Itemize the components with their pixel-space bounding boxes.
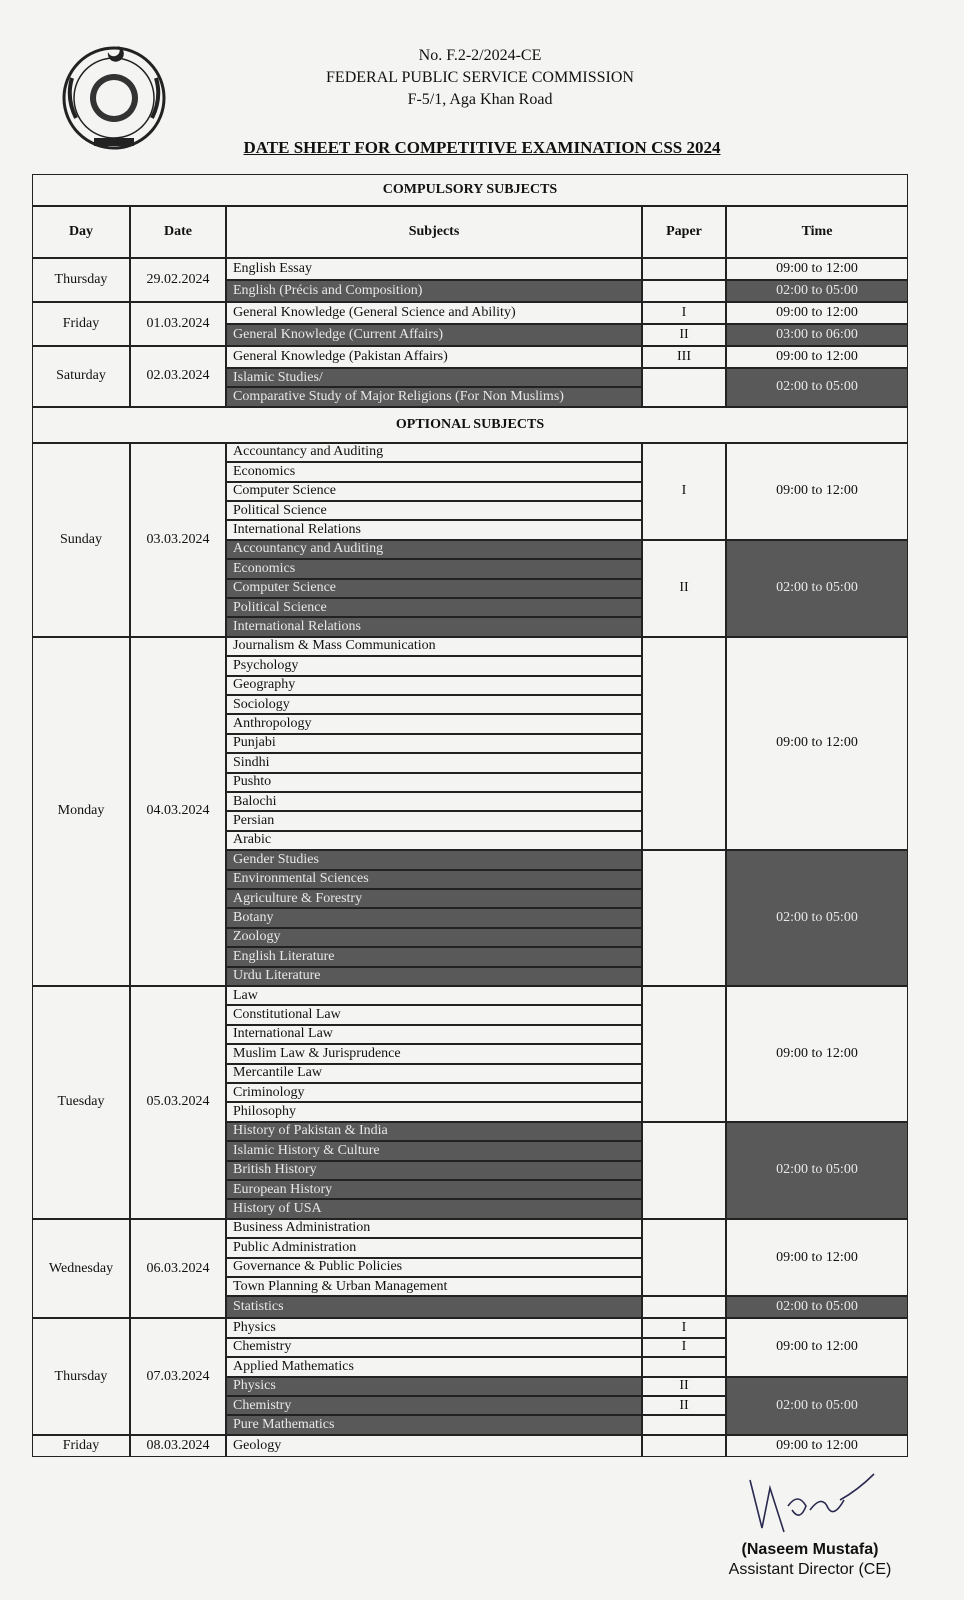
subject-cell: General Knowledge (Current Affairs): [226, 324, 642, 346]
subject-cell: Sindhi: [226, 753, 642, 772]
time-cell: 09:00 to 12:00: [726, 1219, 908, 1297]
subject-cell: Balochi: [226, 792, 642, 811]
time-cell: 09:00 to 12:00: [726, 986, 908, 1122]
subject-cell: English (Précis and Composition): [226, 280, 642, 302]
day-cell: Saturday: [32, 346, 130, 407]
day-cell: Thursday: [32, 1318, 130, 1434]
paper-cell: [642, 1296, 726, 1318]
signatory-name: (Naseem Mustafa): [741, 1541, 879, 1558]
fpsc-seal-logo: [56, 38, 172, 154]
subject-cell: International Relations: [226, 520, 642, 539]
subject-cell: Gender Studies: [226, 850, 642, 869]
time-cell: 02:00 to 05:00: [726, 280, 908, 302]
paper-cell: [642, 1357, 726, 1376]
subject-cell: Constitutional Law: [226, 1005, 642, 1024]
time-cell: 02:00 to 05:00: [726, 1377, 908, 1435]
column-header-date: Date: [130, 206, 226, 258]
time-cell: 02:00 to 05:00: [726, 1296, 908, 1318]
date-cell: 29.02.2024: [130, 258, 226, 302]
subject-cell: Urdu Literature: [226, 967, 642, 986]
subject-cell: Criminology: [226, 1083, 642, 1102]
subject-cell: International Relations: [226, 617, 642, 636]
day-cell: Thursday: [32, 258, 130, 302]
subject-cell: Economics: [226, 462, 642, 481]
subject-cell: English Essay: [226, 258, 642, 280]
subject-cell: Agriculture & Forestry: [226, 889, 642, 908]
day-cell: Sunday: [32, 443, 130, 637]
subject-cell: Economics: [226, 559, 642, 578]
time-cell: 09:00 to 12:00: [726, 258, 908, 280]
subject-cell: Pure Mathematics: [226, 1415, 642, 1434]
date-cell: 05.03.2024: [130, 986, 226, 1219]
subject-cell: Physics: [226, 1377, 642, 1396]
date-cell: 04.03.2024: [130, 637, 226, 986]
subject-cell: Journalism & Mass Communication: [226, 637, 642, 656]
paper-cell: [642, 1415, 726, 1434]
paper-cell: [642, 1435, 726, 1457]
paper-cell: [642, 637, 726, 850]
subject-cell: Arabic: [226, 831, 642, 850]
subject-cell: Computer Science: [226, 482, 642, 501]
date-cell: 08.03.2024: [130, 1435, 226, 1457]
day-cell: Tuesday: [32, 986, 130, 1219]
subject-cell: International Law: [226, 1025, 642, 1044]
subject-cell: English Literature: [226, 947, 642, 966]
time-cell: 09:00 to 12:00: [726, 346, 908, 368]
subject-cell: Statistics: [226, 1296, 642, 1318]
signature-scribble: [740, 1470, 880, 1540]
subject-cell: Pushto: [226, 773, 642, 792]
subject-cell: Business Administration: [226, 1219, 642, 1238]
day-cell: Wednesday: [32, 1219, 130, 1319]
time-cell: 09:00 to 12:00: [726, 443, 908, 540]
subject-cell: Anthropology: [226, 714, 642, 733]
compulsory-subjects-heading: COMPULSORY SUBJECTS: [32, 174, 908, 206]
subject-cell: Political Science: [226, 598, 642, 617]
paper-cell: I: [642, 302, 726, 324]
column-header-day: Day: [32, 206, 130, 258]
subject-cell: History of USA: [226, 1199, 642, 1218]
subject-cell: Botany: [226, 908, 642, 927]
subject-cell: Islamic History & Culture: [226, 1141, 642, 1160]
subject-cell: Mercantile Law: [226, 1064, 642, 1083]
time-cell: 09:00 to 12:00: [726, 1318, 908, 1376]
subject-cell: Muslim Law & Jurisprudence: [226, 1044, 642, 1063]
time-cell: 02:00 to 05:00: [726, 540, 908, 637]
subject-cell: Political Science: [226, 501, 642, 520]
subject-cell: Accountancy and Auditing: [226, 540, 642, 559]
subject-cell: Islamic Studies/: [226, 368, 642, 387]
subject-cell: Zoology: [226, 928, 642, 947]
subject-cell: Governance & Public Policies: [226, 1258, 642, 1277]
signatory-designation: Assistant Director (CE): [728, 1561, 892, 1578]
time-cell: 02:00 to 05:00: [726, 850, 908, 986]
time-cell: 09:00 to 12:00: [726, 302, 908, 324]
date-cell: 06.03.2024: [130, 1219, 226, 1319]
subject-cell: Geography: [226, 676, 642, 695]
subject-cell: General Knowledge (General Science and Ability): [226, 302, 642, 324]
column-header-time: Time: [726, 206, 908, 258]
subject-cell: General Knowledge (Pakistan Affairs): [226, 346, 642, 368]
subject-cell: Chemistry: [226, 1338, 642, 1357]
document-title: DATE SHEET FOR COMPETITIVE EXAMINATION CSS 2024: [243, 138, 721, 157]
reference-number: No. F.2-2/2024-CE: [418, 47, 542, 64]
date-cell: 01.03.2024: [130, 302, 226, 346]
subject-cell: Comparative Study of Major Religions (For Non Muslims): [226, 387, 642, 406]
time-cell: 02:00 to 05:00: [726, 368, 908, 407]
subject-cell: Philosophy: [226, 1102, 642, 1121]
subject-cell: Computer Science: [226, 579, 642, 598]
paper-cell: [642, 258, 726, 280]
day-cell: Monday: [32, 637, 130, 986]
paper-cell: [642, 1122, 726, 1219]
subject-cell: Physics: [226, 1318, 642, 1337]
paper-cell: [642, 280, 726, 302]
subject-cell: Chemistry: [226, 1396, 642, 1415]
paper-cell: I: [642, 443, 726, 540]
subject-cell: Town Planning & Urban Management: [226, 1277, 642, 1296]
subject-cell: Sociology: [226, 695, 642, 714]
day-cell: Friday: [32, 302, 130, 346]
column-header-paper: Paper: [642, 206, 726, 258]
subject-cell: Punjabi: [226, 734, 642, 753]
time-cell: 03:00 to 06:00: [726, 324, 908, 346]
paper-cell: III: [642, 346, 726, 368]
subject-cell: Persian: [226, 811, 642, 830]
paper-cell: [642, 368, 726, 407]
subject-cell: British History: [226, 1161, 642, 1180]
paper-cell: II: [642, 1377, 726, 1396]
paper-cell: I: [642, 1338, 726, 1357]
paper-cell: II: [642, 324, 726, 346]
organization-address: F-5/1, Aga Khan Road: [407, 91, 553, 108]
subject-cell: Law: [226, 986, 642, 1005]
subject-cell: History of Pakistan & India: [226, 1122, 642, 1141]
time-cell: 09:00 to 12:00: [726, 1435, 908, 1457]
subject-cell: Accountancy and Auditing: [226, 443, 642, 462]
subject-cell: Public Administration: [226, 1238, 642, 1257]
date-cell: 03.03.2024: [130, 443, 226, 637]
paper-cell: [642, 986, 726, 1122]
paper-cell: II: [642, 1396, 726, 1415]
optional-subjects-heading: OPTIONAL SUBJECTS: [32, 407, 908, 443]
subject-cell: European History: [226, 1180, 642, 1199]
date-cell: 02.03.2024: [130, 346, 226, 407]
column-header-subj: Subjects: [226, 206, 642, 258]
time-cell: 09:00 to 12:00: [726, 637, 908, 850]
subject-cell: Environmental Sciences: [226, 870, 642, 889]
signature-block: [710, 1540, 910, 1580]
subject-cell: Geology: [226, 1435, 642, 1457]
time-cell: 02:00 to 05:00: [726, 1122, 908, 1219]
paper-cell: II: [642, 540, 726, 637]
day-cell: Friday: [32, 1435, 130, 1457]
date-cell: 07.03.2024: [130, 1318, 226, 1434]
paper-cell: [642, 850, 726, 986]
paper-cell: [642, 1219, 726, 1297]
subject-cell: Psychology: [226, 656, 642, 675]
subject-cell: Applied Mathematics: [226, 1357, 642, 1376]
paper-cell: I: [642, 1318, 726, 1337]
organization-name: FEDERAL PUBLIC SERVICE COMMISSION: [326, 69, 634, 86]
